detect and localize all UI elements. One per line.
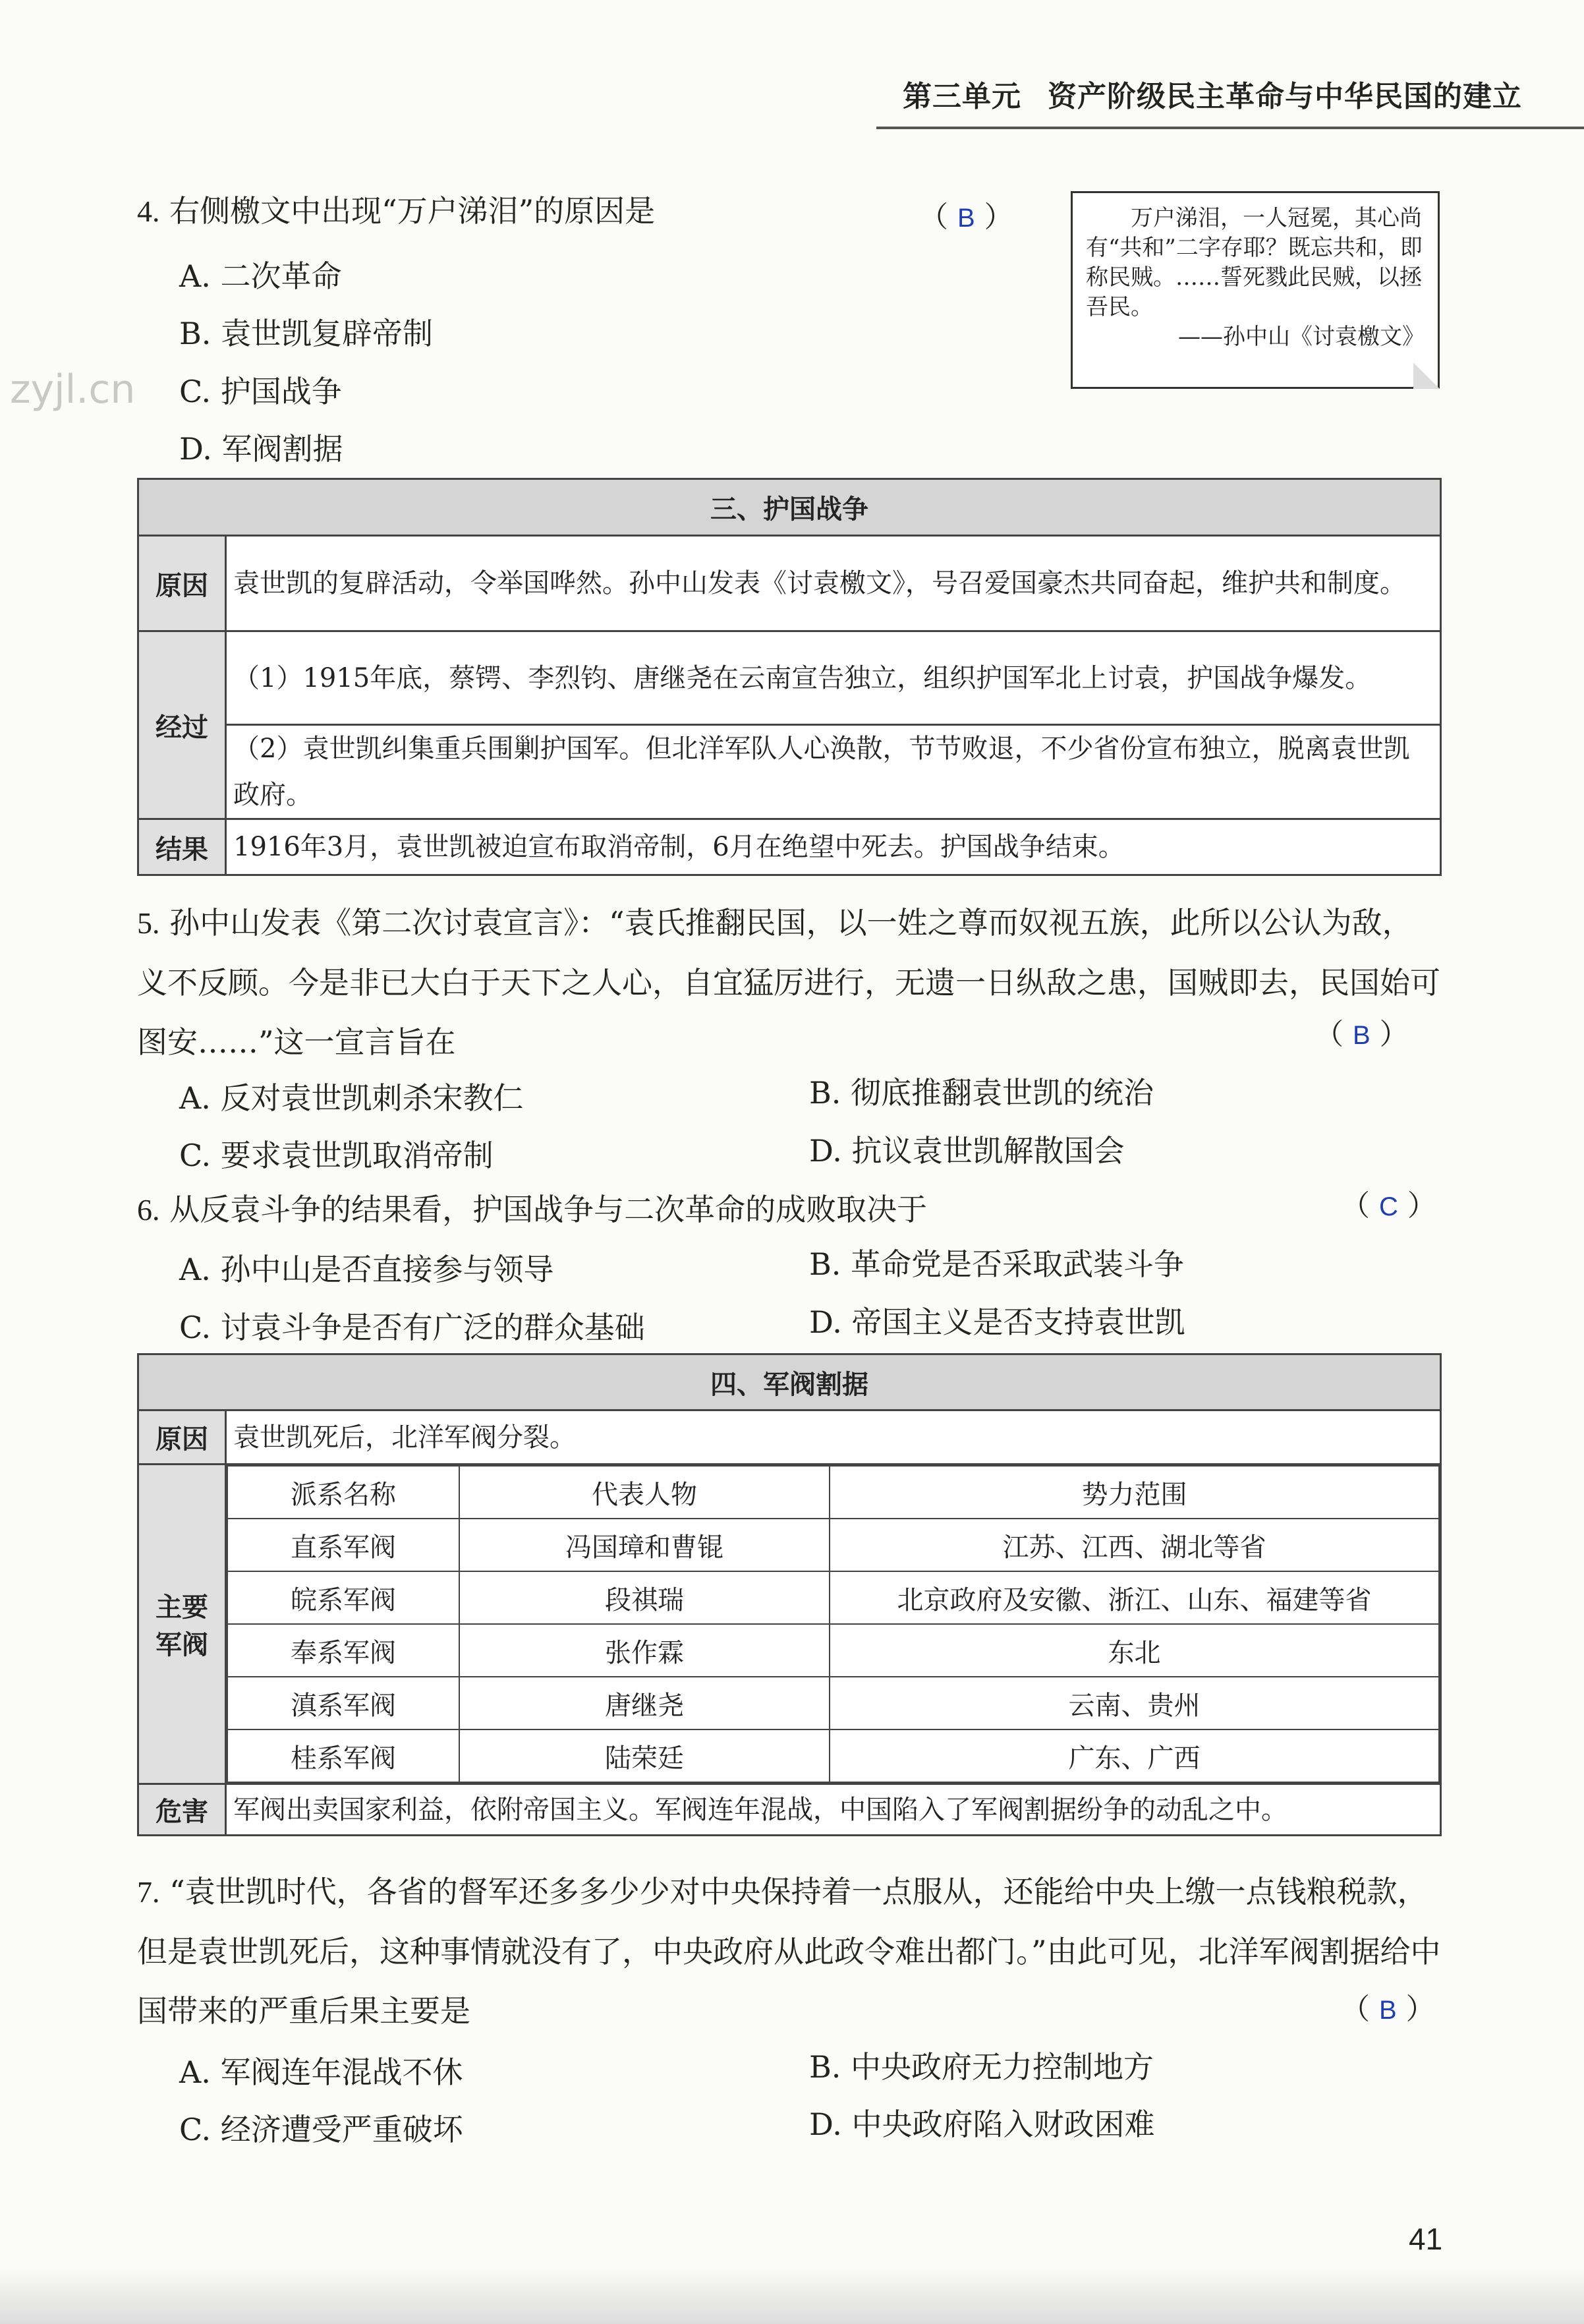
faction-leader: 段祺瑞 — [459, 1571, 830, 1624]
question-5 — [137, 893, 1442, 1072]
answer-letter: B — [957, 204, 975, 233]
table-warlords — [137, 1353, 1442, 1836]
faction-name: 直系军阀 — [227, 1519, 459, 1571]
quote-source: ——孙中山《讨袁檄文》 — [1178, 324, 1425, 350]
question-stem: 孙中山发表《第二次讨袁宣言》：“袁氏推翻民国，以一姓之尊而奴视五族，此所以公认为敌，义不反顾。今是非已大白于天下之人心，自宜猛厉进行，无遗一日纵敌之患，国贼即去，民国始可图安……”这一宣言旨在 — [137, 905, 1440, 1060]
option-5c: C. 要求袁世凯取消帝制 — [179, 1138, 494, 1173]
row-label-harm: 危害 — [138, 1784, 226, 1836]
quote-page-fold — [1413, 363, 1440, 389]
faction-name: 桂系军阀 — [227, 1729, 459, 1782]
row-process-1: （1）1915年底，蔡锷、李烈钧、唐继尧在云南宣告独立，组织护国军北上讨袁，护国战争爆发。 — [226, 631, 1441, 725]
question-stem: 右侧檄文中出现“万户涕泪”的原因是 — [169, 193, 656, 229]
faction-leader: 张作霖 — [459, 1624, 830, 1677]
row-harm: 军阀出卖国家利益，依附帝国主义。军阀连年混战，中国陷入了军阀割据纷争的动乱之中。 — [226, 1784, 1441, 1836]
answer-4: （ B ） — [919, 200, 1013, 234]
option-6c: C. 讨袁斗争是否有广泛的群众基础 — [179, 1310, 645, 1345]
option-7d: D. 中央政府陷入财政困难 — [809, 2106, 1155, 2142]
question-4 — [137, 181, 1027, 241]
question-number: 4. — [137, 194, 160, 228]
faction-territory: 江苏、江西、湖北等省 — [830, 1519, 1439, 1571]
faction-territory: 北京政府及安徽、浙江、山东、福建等省 — [830, 1571, 1439, 1624]
question-number: 6. — [137, 1193, 160, 1227]
quote-text: 万户涕泪，一人冠冕，其心尚有“共和”二字存耶？既忘共和，即称民贼。……誓死戮此民贼，以拯吾民。 — [1086, 205, 1423, 320]
faction-leader: 唐继尧 — [459, 1677, 830, 1729]
label-line-1: 主要 — [156, 1592, 208, 1623]
table-huguo-war — [137, 478, 1442, 876]
row-reason: 袁世凯的复辟活动，令举国哗然。孙中山发表《讨袁檄文》，号召爱国豪杰共同奋起，维护共和制度。 — [226, 536, 1441, 631]
answer-6: （ C ） — [1341, 1189, 1436, 1223]
watermark: zyjl.cn — [10, 366, 136, 413]
question-stem: “袁世凯时代，各省的督军还多多少少对中央保持着一点服从，还能给中央上缴一点钱粮税款，但是袁世凯死后，这种事情就没有了，中央政府从此政令难出都门。”由此可见，北洋军阀割据给中国带来的严重后果主要是 — [137, 1874, 1441, 2029]
faction-leader: 陆荣廷 — [459, 1729, 830, 1782]
page-bottom-shade — [0, 2267, 1584, 2324]
faction-name: 滇系军阀 — [227, 1677, 459, 1729]
header-rule — [876, 127, 1584, 129]
question-6 — [137, 1180, 1323, 1240]
question-7 — [137, 1862, 1442, 2041]
option-6b: B. 革命党是否采取武装斗争 — [809, 1246, 1185, 1282]
option-7b: B. 中央政府无力控制地方 — [809, 2049, 1154, 2085]
warlord-factions-table — [227, 1465, 1440, 1783]
unit-label: 第三单元 — [903, 80, 1021, 113]
question-stem: 从反袁斗争的结果看，护国战争与二次革命的成败取决于 — [169, 1192, 928, 1227]
faction-name: 皖系军阀 — [227, 1571, 459, 1624]
option-6a: A. 孙中山是否直接参与领导 — [179, 1252, 554, 1287]
option-4d: D. 军阀割据 — [179, 431, 343, 467]
row-reason: 袁世凯死后，北洋军阀分裂。 — [226, 1410, 1441, 1465]
table-header-row — [227, 1466, 1439, 1519]
table-title: 三、护国战争 — [138, 479, 1441, 536]
option-4c: C. 护国战争 — [179, 374, 342, 409]
row-label-process: 经过 — [138, 631, 226, 819]
warlord-table-cell — [226, 1465, 1441, 1784]
page-header — [903, 73, 1522, 115]
faction-territory: 云南、贵州 — [830, 1677, 1439, 1729]
table-row — [227, 1624, 1439, 1677]
label-line-2: 军阀 — [156, 1630, 208, 1660]
column-header: 势力范围 — [830, 1466, 1439, 1519]
option-7c: C. 经济遭受严重破坏 — [179, 2112, 463, 2147]
row-label-reason: 原因 — [138, 536, 226, 631]
faction-territory: 东北 — [830, 1624, 1439, 1677]
question-number: 5. — [137, 906, 160, 940]
unit-title: 资产阶级民主革命与中华民国的建立 — [1048, 80, 1522, 113]
row-process-2: （2）袁世凯纠集重兵围剿护国军。但北洋军队人心涣散，节节败退，不少省份宣布独立，脱离袁世凯政府。 — [226, 725, 1441, 819]
table-row — [227, 1571, 1439, 1624]
question-number: 7. — [137, 1875, 160, 1909]
column-header: 派系名称 — [227, 1466, 459, 1519]
row-label-reason: 原因 — [138, 1410, 226, 1465]
page-number: 41 — [1409, 2222, 1443, 2256]
answer-7: （ B ） — [1341, 1992, 1435, 2026]
row-label-result: 结果 — [138, 819, 226, 875]
option-4a: A. 二次革命 — [179, 258, 342, 294]
column-header: 代表人物 — [459, 1466, 830, 1519]
option-4b: B. 袁世凯复辟帝制 — [179, 316, 434, 351]
answer-letter: B — [1353, 1021, 1371, 1050]
row-label-main-warlords — [138, 1465, 226, 1784]
table-title: 四、军阀割据 — [138, 1354, 1441, 1410]
faction-leader: 冯国璋和曹锟 — [459, 1519, 830, 1571]
faction-name: 奉系军阀 — [227, 1624, 459, 1677]
quote-box — [1071, 191, 1440, 389]
answer-letter: B — [1379, 1996, 1397, 2025]
option-5a: A. 反对袁世凯刺杀宋教仁 — [179, 1080, 524, 1116]
faction-territory: 广东、广西 — [830, 1729, 1439, 1782]
option-5b: B. 彻底推翻袁世凯的统治 — [809, 1075, 1154, 1111]
option-7a: A. 军阀连年混战不休 — [179, 2054, 463, 2090]
table-row — [227, 1519, 1439, 1571]
answer-5: （ B ） — [1315, 1018, 1409, 1051]
answer-letter: C — [1379, 1192, 1398, 1221]
table-row — [227, 1677, 1439, 1729]
table-row — [227, 1729, 1439, 1782]
row-result: 1916年3月，袁世凯被迫宣布取消帝制，6月在绝望中死去。护国战争结束。 — [226, 819, 1441, 875]
option-5d: D. 抗议袁世凯解散国会 — [809, 1133, 1125, 1169]
option-6d: D. 帝国主义是否支持袁世凯 — [809, 1304, 1185, 1340]
